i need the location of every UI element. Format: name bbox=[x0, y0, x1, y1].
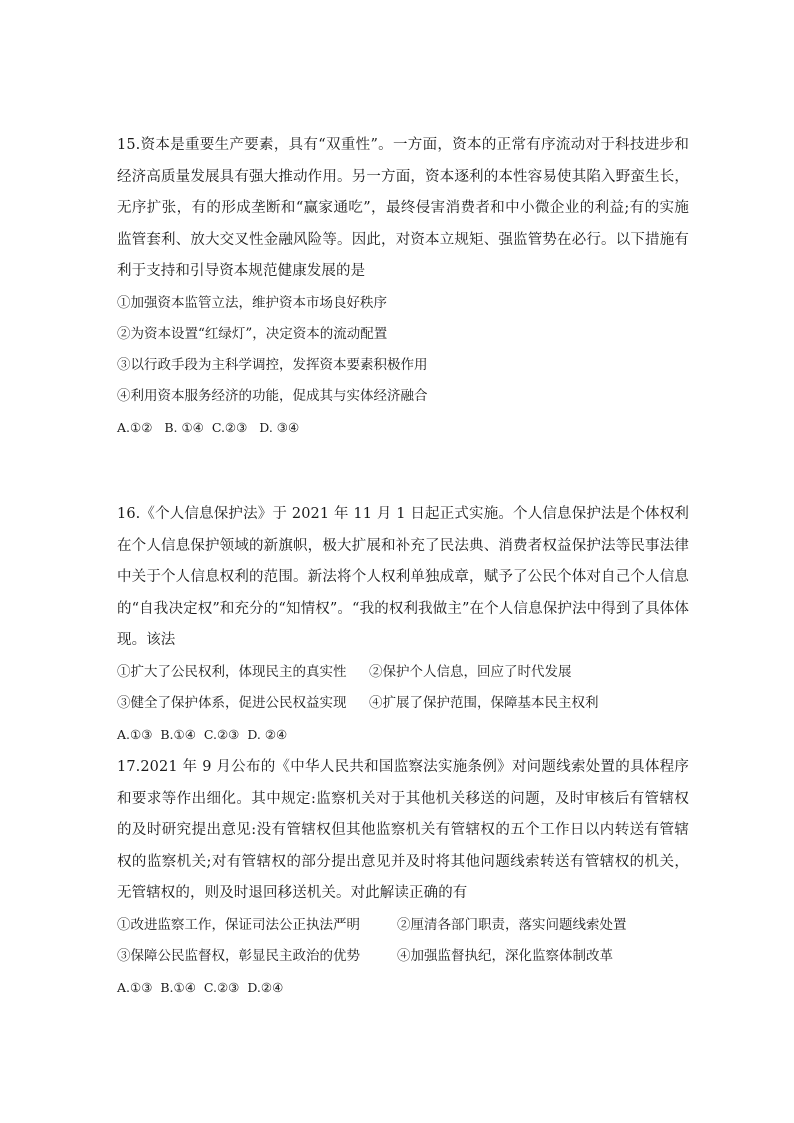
question-15-option-3: ③以行政手段为主科学调控，发挥资本要素积极作用 bbox=[117, 356, 428, 373]
question-17-option-4: ④加强监督执纪，深化监察体制改革 bbox=[397, 947, 613, 964]
question-15-answer-choices: A.①② B. ①④ C.②③ D. ③④ bbox=[117, 419, 300, 435]
question-17-option-2: ②厘清各部门职责，落实问题线索处置 bbox=[397, 916, 627, 933]
question-15 bbox=[117, 130, 689, 443]
question-16-options-row-1 bbox=[117, 657, 689, 688]
question-15-option-1: ①加强资本监管立法，维护资本市场良好秩序 bbox=[117, 294, 387, 311]
question-16-answer-choices: A.①③ B.①④ C.②③ D. ②④ bbox=[117, 726, 288, 742]
question-17-answer-choices: A.①③ B.①④ C.②③ D.②④ bbox=[117, 979, 284, 995]
question-17-options-row-1 bbox=[117, 910, 689, 941]
question-16-option-1: ①扩大了公民权利，体现民主的真实性 bbox=[117, 663, 347, 680]
question-16-stem: 16.《个人信息保护法》于 2021 年 11 月 1 日起正式实施。个人信息保护法是个体权利在个人信息保护领域的新旗帜，极大扩展和补充了民法典、消费者权益保护法等民事法律中关于个人信息权利的范围。新法将个人权利单独成章，赋予了公民个体对自己个人信息的“自我决定权”和充分的“知情权”。“我的权利我做主”在个人信息保护法中得到了具体体现。该法 bbox=[117, 506, 689, 648]
question-16-option-4: ④扩展了保护范围，保障基本民主权利 bbox=[369, 694, 599, 711]
question-15-option-2: ②为资本设置“红绿灯”，决定资本的流动配置 bbox=[117, 325, 388, 342]
question-16-option-2: ②保护个人信息，回应了时代发展 bbox=[369, 663, 572, 680]
question-15-stem: 15.资本是重要生产要素，具有“双重性”。一方面，资本的正常有序流动对于科技进步和经济高质量发展具有强大推动作用。另一方面，资本逐利的本性容易使其陷入野蛮生长，无序扩张，有的形成垄断和“赢家通吃”，最终侵害消费者和中小微企业的利益;有的实施监管套利、放大交叉性金融风险等。因此，对资本立规矩、强监管势在必行。以下措施有利于支持和引导资本规范健康发展的是 bbox=[117, 137, 689, 279]
question-15-option-4: ④利用资本服务经济的功能，促成其与实体经济融合 bbox=[117, 387, 428, 404]
question-17-option-3: ③保障公民监督权，彰显民主政治的优势 bbox=[117, 947, 360, 964]
question-17 bbox=[117, 752, 689, 1003]
question-17-stem: 17.2021 年 9 月公布的《中华人民共和国监察法实施条例》对问题线索处置的具体程序和要求等作出细化。其中规定:监察机关对于其他机关移送的问题，及时审核后有管辖权的及时研究提出意见:没有管辖权但其他监察机关有管辖权的五个工作日以内转送有管辖权的监察机关;对有管辖权的部分提出意见并及时将其他问题线索转送有管辖权的机关，无管辖权的，则及时退回移送机关。对此解读正确的有 bbox=[117, 759, 689, 901]
question-17-option-1: ①改进监察工作，保证司法公正执法严明 bbox=[117, 916, 360, 933]
question-16-options-row-2 bbox=[117, 688, 689, 719]
question-17-options-row-2 bbox=[117, 941, 689, 972]
question-16-option-3: ③健全了保护体系，促进公民权益实现 bbox=[117, 694, 347, 711]
question-16 bbox=[117, 499, 689, 750]
